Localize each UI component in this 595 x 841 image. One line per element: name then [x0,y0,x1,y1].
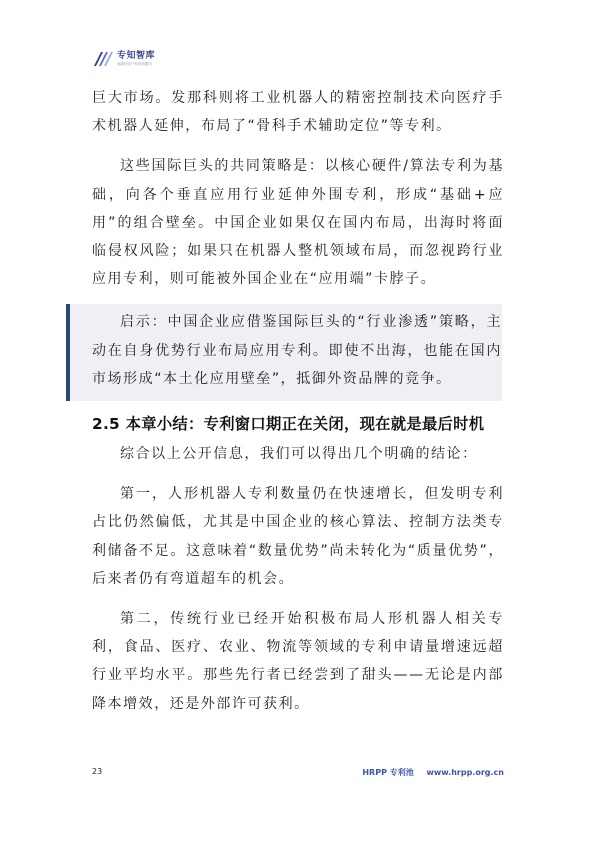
brand-logo [92,46,155,72]
footer-brand: HRPP 专利池 [362,768,414,777]
logo-name: 专知智库 [117,51,156,61]
insight-callout [66,304,502,401]
main-content [92,84,504,718]
paragraph: 综合以上公开信息，我们可以得出几个明确的结论： [120,446,478,463]
paragraph: 巨大市场。发那科则将工业机器人的精密控制技术向医疗手术机器人延伸，布局了“骨科手术辅助定位”等专利。 [92,90,504,135]
logo-mark-icon [92,50,114,68]
paragraph: 第一，人形机器人专利数量仍在快速增长，但发明专利占比仍然偏低，尤其是中国企业的核心算法、控制方法类专利储备不足。这意味着“数量优势”尚未转化为“质量优势”，后来者仍有弯道超车的机会。 [92,486,504,587]
logo-tagline: 高端知识产权咨询服务 [117,62,152,66]
section-heading: 2.5 本章小结：专利窗口期正在关闭，现在就是最后时机 [92,415,485,434]
footer-url-link[interactable]: www.hrpp.org.cn [426,768,504,777]
page-footer [92,767,504,779]
paragraph: 第二，传统行业已经开始积极布局人形机器人相关专利，食品、医疗、农业、物流等领域的专利申请量增速远超行业平均水平。那些先行者已经尝到了甜头——无论是内部降本增效，还是外部许可获利。 [92,611,504,712]
page-number: 23 [92,767,103,776]
paragraph: 这些国际巨头的共同策略是：以核心硬件/算法专利为基础，向各个垂直应用行业延伸外围专利，形成“基础+应用”的组合壁垒。中国企业如果仅在国内布局，出海时将面临侵权风险；如果只在机器人整机领域布局，而忽视跨行业应用专利，则可能被外国企业在“应用端”卡脖子。 [92,158,504,288]
callout-text: 启示：中国企业应借鉴国际巨头的“行业渗透”策略，主动在自身优势行业布局应用专利。即使不出海，也能在国内市场形成“本土化应用壁垒”，抵御外资品牌的竞争。 [92,314,502,387]
